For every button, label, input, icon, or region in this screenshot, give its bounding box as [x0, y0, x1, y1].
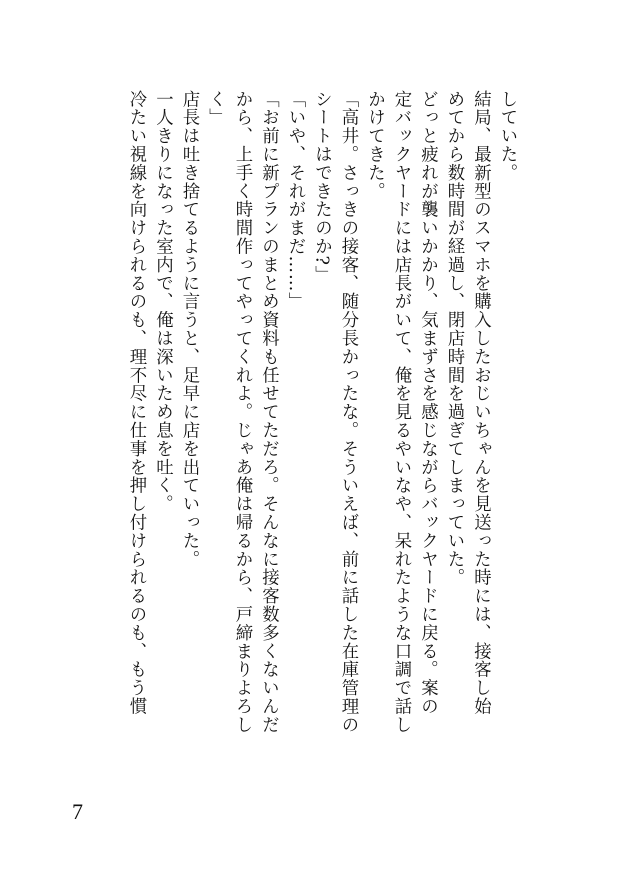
- text-line: シートはできたのか?」: [311, 90, 332, 285]
- text-line: 「高井。さっきの接客、随分長かったな。そういえば、前に話した在庫管理の: [338, 90, 358, 734]
- vertical-text-body: [90, 90, 520, 790]
- text-line: どっと疲れが襲いかかり、気まずさを感じながらバックヤードに戻る。案の: [417, 90, 438, 716]
- text-line: かけてきた。: [364, 90, 385, 201]
- text-line: 定バックヤードには店長がいて、俺を見るやいなや、呆れたような口調で話し: [391, 90, 411, 734]
- text-line: 結局、最新型のスマホを購入したおじいちゃんを見送った時には、接客し始: [470, 90, 491, 716]
- text-line: く」: [205, 90, 226, 127]
- text-line: めてから数時間が経過し、閉店時間を過ぎてしまっていた。: [444, 90, 464, 587]
- text-line: していた。: [497, 90, 517, 182]
- page-number: 7: [72, 799, 83, 824]
- text-line: 店長は吐き捨てるように言うと、足早に店を出ていった。: [179, 90, 199, 569]
- text-line: 一人きりになった室内で、俺は深いため息を吐く。: [152, 90, 173, 514]
- text-line: 「いや、それがまだ……」: [285, 90, 305, 311]
- text-line: 冷たい視線を向けられるのも、理不尽に仕事を押し付けられるのも、もう慣: [126, 90, 146, 716]
- text-line: から、上手く時間作ってやってくれよ。じゃあ俺は帰るから、戸締まりよろし: [232, 90, 252, 734]
- text-line: 「お前に新プランのまとめ資料も任せてただろ。そんなに接客数多くないんだ: [258, 90, 279, 734]
